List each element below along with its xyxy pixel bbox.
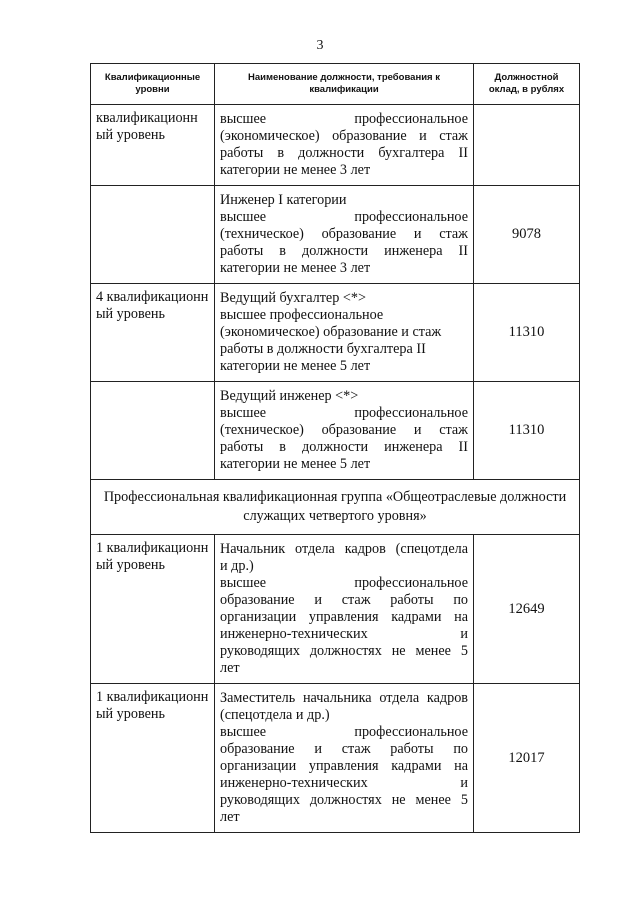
table-row <box>91 382 580 480</box>
requirement-line: инженерно-технических и <box>220 626 468 642</box>
position-requirements <box>215 535 474 684</box>
requirement-line: (экономическое) образование и стаж <box>220 324 442 340</box>
qualification-level: 4 квалификационн ый уровень <box>91 284 215 382</box>
requirement-line: образование и стаж работы по <box>220 741 468 757</box>
position-requirements <box>215 382 474 480</box>
header-position: Наименование должности, требования к квалификации <box>215 64 474 105</box>
qualification-level: 1 квалификационн ый уровень <box>91 684 215 833</box>
qualification-table <box>90 63 580 833</box>
requirement-line: (техническое) образование и стаж <box>220 226 468 242</box>
table-row <box>91 684 580 833</box>
salary-value: 12649 <box>474 535 580 684</box>
position-requirements <box>215 105 474 186</box>
requirement-line: (экономическое) образование и стаж <box>220 128 468 144</box>
position-requirements <box>215 186 474 284</box>
requirement-line: высшее профессиональное <box>220 307 384 323</box>
requirement-line: Заместитель начальника отдела кадров <box>220 690 468 706</box>
page-number: 3 <box>316 38 324 53</box>
requirement-line: категории не менее 3 лет <box>220 162 371 178</box>
requirement-line: работы в должности бухгалтера II <box>220 341 426 357</box>
table-row <box>91 105 580 186</box>
requirement-line: организации управления кадрами на <box>220 609 468 625</box>
salary-value: 12017 <box>474 684 580 833</box>
requirement-line: Ведущий бухгалтер <*> <box>220 290 366 306</box>
requirement-line: категории не менее 5 лет <box>220 358 371 374</box>
requirement-line: высшее профессиональное <box>220 405 468 421</box>
requirement-line: лет <box>220 809 240 825</box>
table-row <box>91 186 580 284</box>
table-row <box>91 284 580 382</box>
table-body <box>91 105 580 833</box>
requirement-line: организации управления кадрами на <box>220 758 468 774</box>
table-header-row <box>91 64 580 105</box>
table-row <box>91 535 580 684</box>
position-requirements <box>215 684 474 833</box>
requirement-line: образование и стаж работы по <box>220 592 468 608</box>
header-level: Квалификационные уровни <box>91 64 215 105</box>
requirement-line: категории не менее 3 лет <box>220 260 371 276</box>
requirement-line: высшее профессиональное <box>220 575 468 591</box>
qualification-level <box>91 382 215 480</box>
salary-value: 11310 <box>474 382 580 480</box>
requirement-line: Инженер I категории <box>220 192 347 208</box>
requirement-line: высшее профессиональное <box>220 111 468 127</box>
group-heading-row <box>91 480 580 535</box>
qualification-level <box>91 186 215 284</box>
requirement-line: Начальник отдела кадров (спецотдела <box>220 541 468 557</box>
salary-value: 11310 <box>474 284 580 382</box>
requirement-line: (спецотдела и др.) <box>220 707 330 723</box>
header-salary: Должностной оклад, в рублях <box>474 64 580 105</box>
requirement-line: высшее профессиональное <box>220 724 468 740</box>
requirement-line: руководящих должностях не менее 5 <box>220 792 468 808</box>
requirement-line: (техническое) образование и стаж <box>220 422 468 438</box>
requirement-line: работы в должности бухгалтера II <box>220 145 468 161</box>
qualification-level: квалификационн ый уровень <box>91 105 215 186</box>
requirement-line: работы в должности инженера II <box>220 243 468 259</box>
requirement-line: работы в должности инженера II <box>220 439 468 455</box>
qualification-level: 1 квалификационн ый уровень <box>91 535 215 684</box>
requirement-line: и др.) <box>220 558 254 574</box>
requirement-line: лет <box>220 660 240 676</box>
requirement-line: категории не менее 5 лет <box>220 456 371 472</box>
salary-value: 9078 <box>474 186 580 284</box>
requirement-line: инженерно-технических и <box>220 775 468 791</box>
requirement-line: руководящих должностях не менее 5 <box>220 643 468 659</box>
position-requirements <box>215 284 474 382</box>
group-heading: Профессиональная квалификационная группа «Общеотраслевые должности служащих четвертого уровня» <box>91 480 580 535</box>
salary-value <box>474 105 580 186</box>
requirement-line: Ведущий инженер <*> <box>220 388 359 404</box>
requirement-line: высшее профессиональное <box>220 209 468 225</box>
